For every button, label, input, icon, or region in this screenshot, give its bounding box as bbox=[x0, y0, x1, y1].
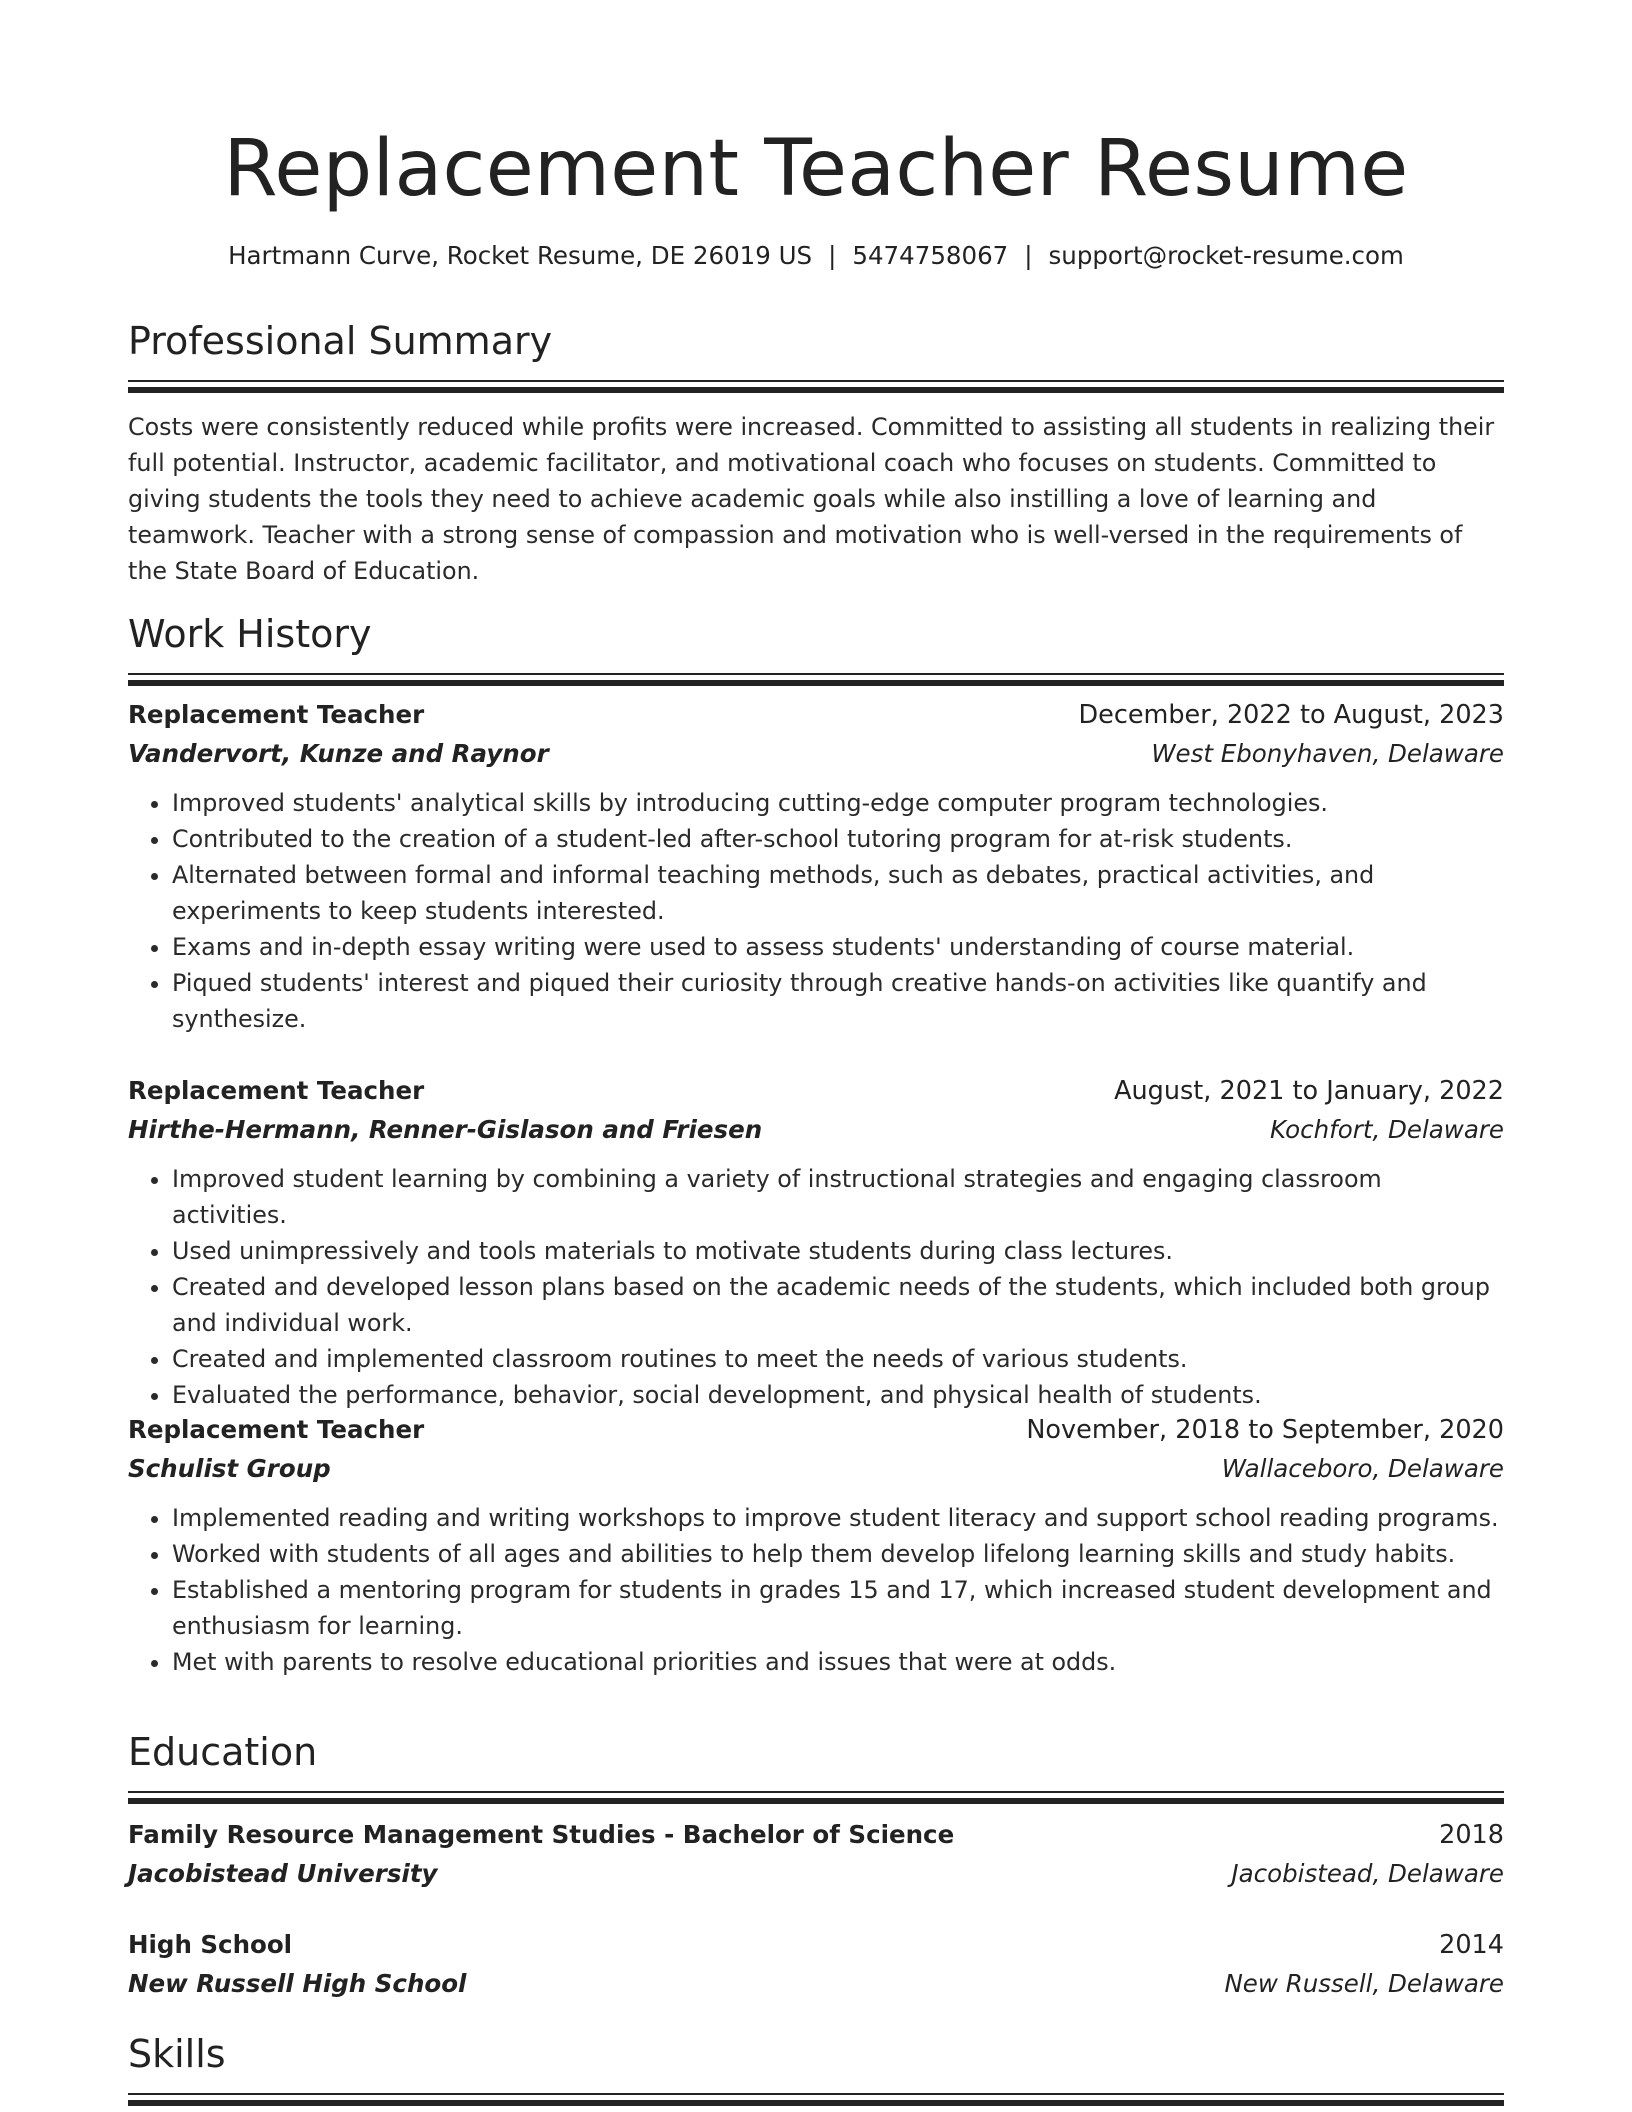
job-entry bbox=[128, 695, 1504, 1037]
section-divider bbox=[128, 1791, 1504, 1793]
section-heading-work-history: Work History bbox=[128, 612, 372, 656]
resume-title: Replacement Teacher Resume bbox=[223, 124, 1409, 214]
job-bullet: • Created and developed lesson plans based on the academic needs of the students, which included both group and individual work. bbox=[172, 1269, 1504, 1341]
contact-address: Hartmann Curve, Rocket Resume, DE 26019 US bbox=[228, 241, 813, 270]
job-dates: August, 2021 to January, 2022 bbox=[1114, 1076, 1504, 1106]
job-bullet-list bbox=[128, 785, 1504, 1037]
job-bullet: • Worked with students of all ages and abilities to help them develop lifelong learning skills and study habits. bbox=[172, 1536, 1504, 1572]
job-bullet: • Improved student learning by combining a variety of instructional strategies and engaging classroom activities. bbox=[172, 1161, 1504, 1233]
contact-phone: 5474758067 bbox=[852, 241, 1009, 270]
education-entry bbox=[128, 1815, 1504, 1893]
job-bullet: • Used unimpressively and tools materials to motivate students during class lectures. bbox=[172, 1233, 1504, 1269]
education-year: 2014 bbox=[1439, 1930, 1504, 1960]
job-dates: November, 2018 to September, 2020 bbox=[1026, 1415, 1504, 1445]
contact-separator: | bbox=[828, 241, 837, 270]
job-entry bbox=[128, 1071, 1504, 1413]
job-bullet: • Created and implemented classroom routines to meet the needs of various students. bbox=[172, 1341, 1504, 1377]
job-bullet: • Met with parents to resolve educational priorities and issues that were at odds. bbox=[172, 1644, 1504, 1680]
job-location: Kochfort, Delaware bbox=[1269, 1115, 1504, 1144]
job-entry bbox=[128, 1410, 1504, 1680]
job-dates: December, 2022 to August, 2023 bbox=[1078, 700, 1504, 730]
education-location: Jacobistead, Delaware bbox=[1231, 1859, 1504, 1888]
contact-email: support@rocket-resume.com bbox=[1048, 241, 1404, 270]
job-bullet-list bbox=[128, 1161, 1504, 1413]
job-location: West Ebonyhaven, Delaware bbox=[1151, 739, 1504, 768]
skills-heading-block bbox=[128, 2029, 1504, 2095]
contact-line bbox=[128, 238, 1504, 274]
job-location: Wallaceboro, Delaware bbox=[1221, 1454, 1504, 1483]
job-employer: Vandervort, Kunze and Raynor bbox=[128, 739, 549, 768]
job-bullet: • Improved students' analytical skills by introducing cutting-edge computer program technologies. bbox=[172, 785, 1504, 821]
education-entry bbox=[128, 1925, 1504, 2003]
education-school: Jacobistead University bbox=[128, 1859, 438, 1888]
education-year: 2018 bbox=[1439, 1820, 1504, 1850]
resume-page bbox=[128, 0, 1504, 2076]
job-bullet: • Established a mentoring program for students in grades 15 and 17, which increased student development and enthusiasm for learning. bbox=[172, 1572, 1504, 1644]
job-employer: Schulist Group bbox=[128, 1454, 331, 1483]
section-divider bbox=[128, 673, 1504, 675]
job-bullet: • Implemented reading and writing workshops to improve student literacy and support school reading programs. bbox=[172, 1500, 1504, 1536]
section-heading-summary: Professional Summary bbox=[128, 319, 553, 363]
job-employer: Hirthe-Hermann, Renner-Gislason and Friesen bbox=[128, 1115, 763, 1144]
job-title: Replacement Teacher bbox=[128, 700, 425, 729]
education-heading-block bbox=[128, 1727, 1504, 1793]
job-bullet-list bbox=[128, 1500, 1504, 1680]
education-degree: High School bbox=[128, 1930, 293, 1959]
job-bullet: • Piqued students' interest and piqued their curiosity through creative hands-on activities like quantify and synthesize. bbox=[172, 965, 1504, 1037]
section-heading-education: Education bbox=[128, 1730, 318, 1774]
summary-text: Costs were consistently reduced while profits were increased. Committed to assisting all students in realizing their full potential. Instructor, academic facilitator, and motivational coach who focuses on students. Committed to giving students the tools they need to achieve academic goals while also instilling a love of learning and teamwork. Teacher with a strong sense of compassion and motivation who is well-versed in the requirements of the State Board of Education. bbox=[128, 413, 1495, 585]
summary-section bbox=[128, 316, 1504, 589]
job-bullet: • Alternated between formal and informal teaching methods, such as debates, practical activities, and experiments to keep students interested. bbox=[172, 857, 1504, 929]
education-degree: Family Resource Management Studies - Bachelor of Science bbox=[128, 1820, 955, 1849]
job-title: Replacement Teacher bbox=[128, 1415, 425, 1444]
section-divider bbox=[128, 380, 1504, 382]
section-divider bbox=[128, 2093, 1504, 2095]
job-bullet: • Exams and in-depth essay writing were used to assess students' understanding of course material. bbox=[172, 929, 1504, 965]
contact-separator: | bbox=[1024, 241, 1033, 270]
section-heading-skills: Skills bbox=[128, 2032, 226, 2076]
work-history-heading-block bbox=[128, 609, 1504, 675]
job-title: Replacement Teacher bbox=[128, 1076, 425, 1105]
job-bullet: • Evaluated the performance, behavior, social development, and physical health of students. bbox=[172, 1377, 1504, 1413]
job-bullet: • Contributed to the creation of a student-led after-school tutoring program for at-risk students. bbox=[172, 821, 1504, 857]
education-school: New Russell High School bbox=[128, 1969, 467, 1998]
education-location: New Russell, Delaware bbox=[1224, 1969, 1504, 1998]
